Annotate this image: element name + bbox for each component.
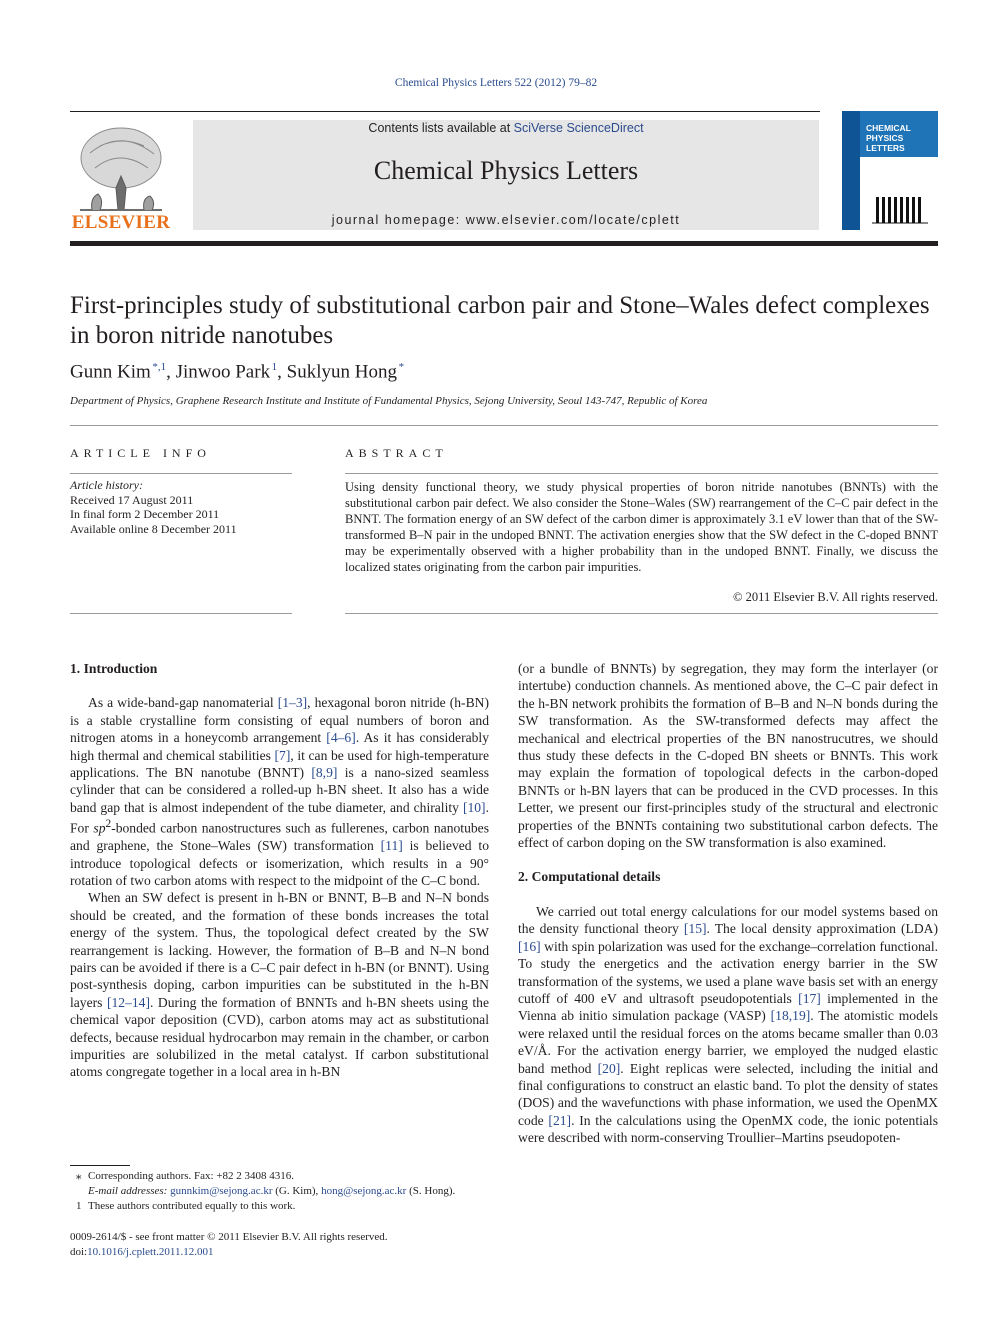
article-info-heading: ARTICLE INFO: [70, 446, 211, 460]
author-marks[interactable]: 1: [271, 361, 278, 373]
cover-title-line: PHYSICS: [866, 133, 904, 143]
footnote-mark: 1: [76, 1200, 82, 1212]
body-column-right: [518, 660, 938, 1147]
abstract-rule-bottom: [345, 613, 938, 614]
cover-title-line: CHEMICAL: [866, 123, 911, 133]
history-received: Received 17 August 2011: [70, 492, 194, 507]
abstract-rule: [345, 473, 938, 474]
author-name[interactable]: Suklyun Hong: [286, 361, 397, 383]
sciencedirect-link[interactable]: SciVerse ScienceDirect: [513, 121, 644, 135]
history-online: Available online 8 December 2011: [70, 521, 237, 536]
citation-link[interactable]: [7]: [274, 747, 291, 763]
citation-link[interactable]: [15]: [683, 921, 707, 937]
citation-link[interactable]: [8,9]: [311, 765, 338, 781]
doi-line: doi:10.1016/j.cplett.2011.12.001: [70, 1246, 214, 1258]
footnote-equal-contribution: 1 These authors contributed equally to this work.: [76, 1200, 296, 1212]
cover-graphic: [842, 157, 938, 230]
elsevier-wordmark: ELSEVIER: [71, 212, 171, 233]
article-info-rule-bottom: [70, 613, 292, 614]
author-name[interactable]: Gunn Kim: [70, 361, 151, 383]
section-heading-introduction: 1. Introduction: [70, 661, 158, 676]
footnote-rule: [70, 1165, 130, 1166]
paragraph: As a wide-band-gap nanomaterial [1–3], hexagonal boron nitride (h-BN) is a stable crystalline form consisting of equal numbers of boron and nitrogen atoms in a honeycomb arrangement [4–6]. As it has considerably high thermal and chemical stabilities [7], it can be used for high-temperature applications. The BN nanotube (BNNT) [8,9] is a nano-sized seamless cylinder that can be considered a rolled-up h-BN sheet. It also has a wide band gap that is almost independent of the tube diameter, and chirality [10]. For $sp^2$-bonded carbon nanostructures such as fullerenes, carbon nanotubes and graphene, the Stone–Wales (SW) transformation [11] is believed to introduce topological defects or isomerization, which results in a 90° rotation of two carbon atoms with respect to the midpoint of the C–C bond.: [70, 695, 490, 888]
abstract-heading: ABSTRACT: [345, 446, 448, 460]
citation-link[interactable]: [4–6]: [326, 730, 356, 746]
citation-link[interactable]: [10]: [462, 799, 486, 815]
citation-link[interactable]: [17]: [798, 990, 821, 1006]
cover-title-line: LETTERS: [866, 143, 905, 153]
article-history: [70, 478, 292, 536]
section-heading-computational: 2. Computational details: [518, 869, 661, 885]
issn-line: 0009-2614/$ - see front matter © 2011 Elsevier B.V. All rights reserved.: [70, 1231, 388, 1243]
journal-cover-thumbnail: [842, 111, 938, 230]
header-rule-thick: [70, 241, 938, 246]
contents-line: [193, 121, 819, 135]
history-label: Article history:: [70, 478, 143, 492]
journal-title: Chemical Physics Letters: [373, 156, 639, 185]
copyright-notice: © 2011 Elsevier B.V. All rights reserved.: [733, 590, 938, 604]
article-title: First-principles study of substitutional carbon pair and Stone–Wales defect complexes in boron nitride nanotubes: [70, 292, 930, 349]
email-link[interactable]: hong@sejong.ac.kr: [321, 1185, 407, 1197]
contents-prefix: Contents lists available at: [368, 121, 514, 135]
citation-link[interactable]: [11]: [380, 838, 403, 854]
section-rule: [70, 425, 938, 426]
paragraph: (or a bundle of BNNTs) by segregation, they may form the interlayer (or intertube) conduction channels. As mentioned above, the C–C pair defect in the h-BN network prohibits the formation of B–B and N–N bonds during the SW transformation. As the SW-transformed defects may affect the mechanical and electrical properties of the BN nanostrucutres, we should thus study these defects in the C-doped BN sheets or BNNTs. This work may explain the formation of topological defects in the carbon-doped BNNTs or h-BN layers that can be produced in the CVD processes. In this Letter, we present our first-principles study of the structural and electronic properties of the BNNTs containing two substitutional carbon defects. The effect of carbon doping on the SW transformation is also examined.: [518, 661, 938, 851]
footnote-mark: ⁎: [76, 1170, 82, 1182]
journal-homepage[interactable]: journal homepage: www.elsevier.com/locate/cplett: [331, 213, 681, 227]
article-info-rule: [70, 473, 292, 474]
paragraph: We carried out total energy calculations for our model systems based on the density functional theory [15]. The local density approximation (LDA) [16] with spin polarization was used for the exchange–correlation functional. To study the energetics and the activation energy barrier in the SW transformation of the systems, we used a plane wave basis set with an energy cutoff of 400 eV and ultrasoft pseudopotentials [17] implemented in the Vienna ab initio simulation package (VASP) [18,19]. The atomistic models were relaxed until the residual forces on the atoms became smaller than 0.03 eV/Å. For the activation energy barrier, we employed the nudged elastic band method [20]. Eight replicas were selected, including the initial and final configurations to construct an elastic band. To plot the density of states (DOS) and the wavefunctions with phase information, we used the OpenMX code [21]. In the calculations using the OpenMX code, the ionic potentials were described with norm-conserving Troullier–Martins pseudopoten-: [518, 903, 939, 1146]
body-column-left: [70, 660, 489, 1081]
author-marks[interactable]: *: [398, 361, 405, 373]
citation-link[interactable]: [20]: [597, 1060, 621, 1076]
page-footer: [70, 1230, 489, 1260]
author-name[interactable]: Jinwoo Park: [175, 361, 271, 383]
citation-link[interactable]: [16]: [518, 938, 541, 954]
cover-image-band: [842, 157, 938, 230]
footnote-emails: E-mail addresses: gunnkim@sejong.ac.kr (G. Kim), hong@sejong.ac.kr (S. Hong).: [88, 1185, 456, 1197]
journal-reference[interactable]: Chemical Physics Letters 522 (2012) 79–82: [394, 77, 598, 89]
author-marks[interactable]: *,1: [152, 361, 167, 373]
author-list: Gunn Kim $^{*,1}$, Jinwoo Park $^1$, Suklyun Hong *: [70, 361, 405, 383]
footnote-corresponding: ⁎ Corresponding authors. Fax: +82 2 3408 4316.: [76, 1170, 295, 1182]
citation-link[interactable]: [12–14]: [106, 994, 151, 1010]
email-label: E-mail addresses:: [88, 1185, 168, 1197]
footnotes: [70, 1169, 489, 1214]
citation-link[interactable]: [1–3]: [277, 695, 308, 711]
cover-title: [866, 123, 911, 153]
abstract-text: Using density functional theory, we study physical properties of boron nitride nanotubes (BNNTs) with the substitutional carbon pair defect. We also consider the Stone–Wales (SW) rearrangement of the C–C pair defect in the BNNT. The formation energy of an SW defect of the carbon dimer is approximately 3.1 eV lower than that of the SW-transformed B–N pair in the undoped BNNT. The activation energies show that the SW defect in the C-doped BNNT may be experimentally observed with a higher probability than in the undoped BNNT. Finally, we discuss the localized states originating from the carbon pair impurities.: [345, 480, 938, 574]
email-link[interactable]: gunnkim@sejong.ac.kr: [170, 1185, 273, 1197]
affiliation: Department of Physics, Graphene Research Institute and Institute of Fundamental Physics, Sejong University, Seoul 143-747, Republic of Korea: [70, 395, 708, 407]
doi-link[interactable]: 10.1016/j.cplett.2011.12.001: [87, 1246, 214, 1258]
history-final-form: In final form 2 December 2011: [70, 507, 220, 521]
citation-link[interactable]: [18,19]: [770, 1008, 811, 1024]
paragraph: When an SW defect is present in h-BN or BNNT, B–B and N–N bonds should be created, and the formation of these bonds increases the total energy of the system. Thus, the topological defect created by the SW rearrangement is lacking. However, the formation of B–B and N–N bond pairs can be avoided if there is a C–C pair defect in h-BN (or BNNT). Using post-synthesis doping, carbon impurities can be substituted in the h-BN layers [12–14]. During the formation of BNNTs and h-BN sheets using the chemical vapor deposition (CVD), carbon atoms may act as substitutional defects, because residual hydrocarbon may remain in the chamber, or carbon impurities are solubilized in the metal catalyst. If carbon substitutional atoms congregate together in a local area in h-BN: [70, 890, 489, 1080]
header-rule-thin: [70, 111, 820, 112]
citation-link[interactable]: [21]: [548, 1112, 572, 1128]
